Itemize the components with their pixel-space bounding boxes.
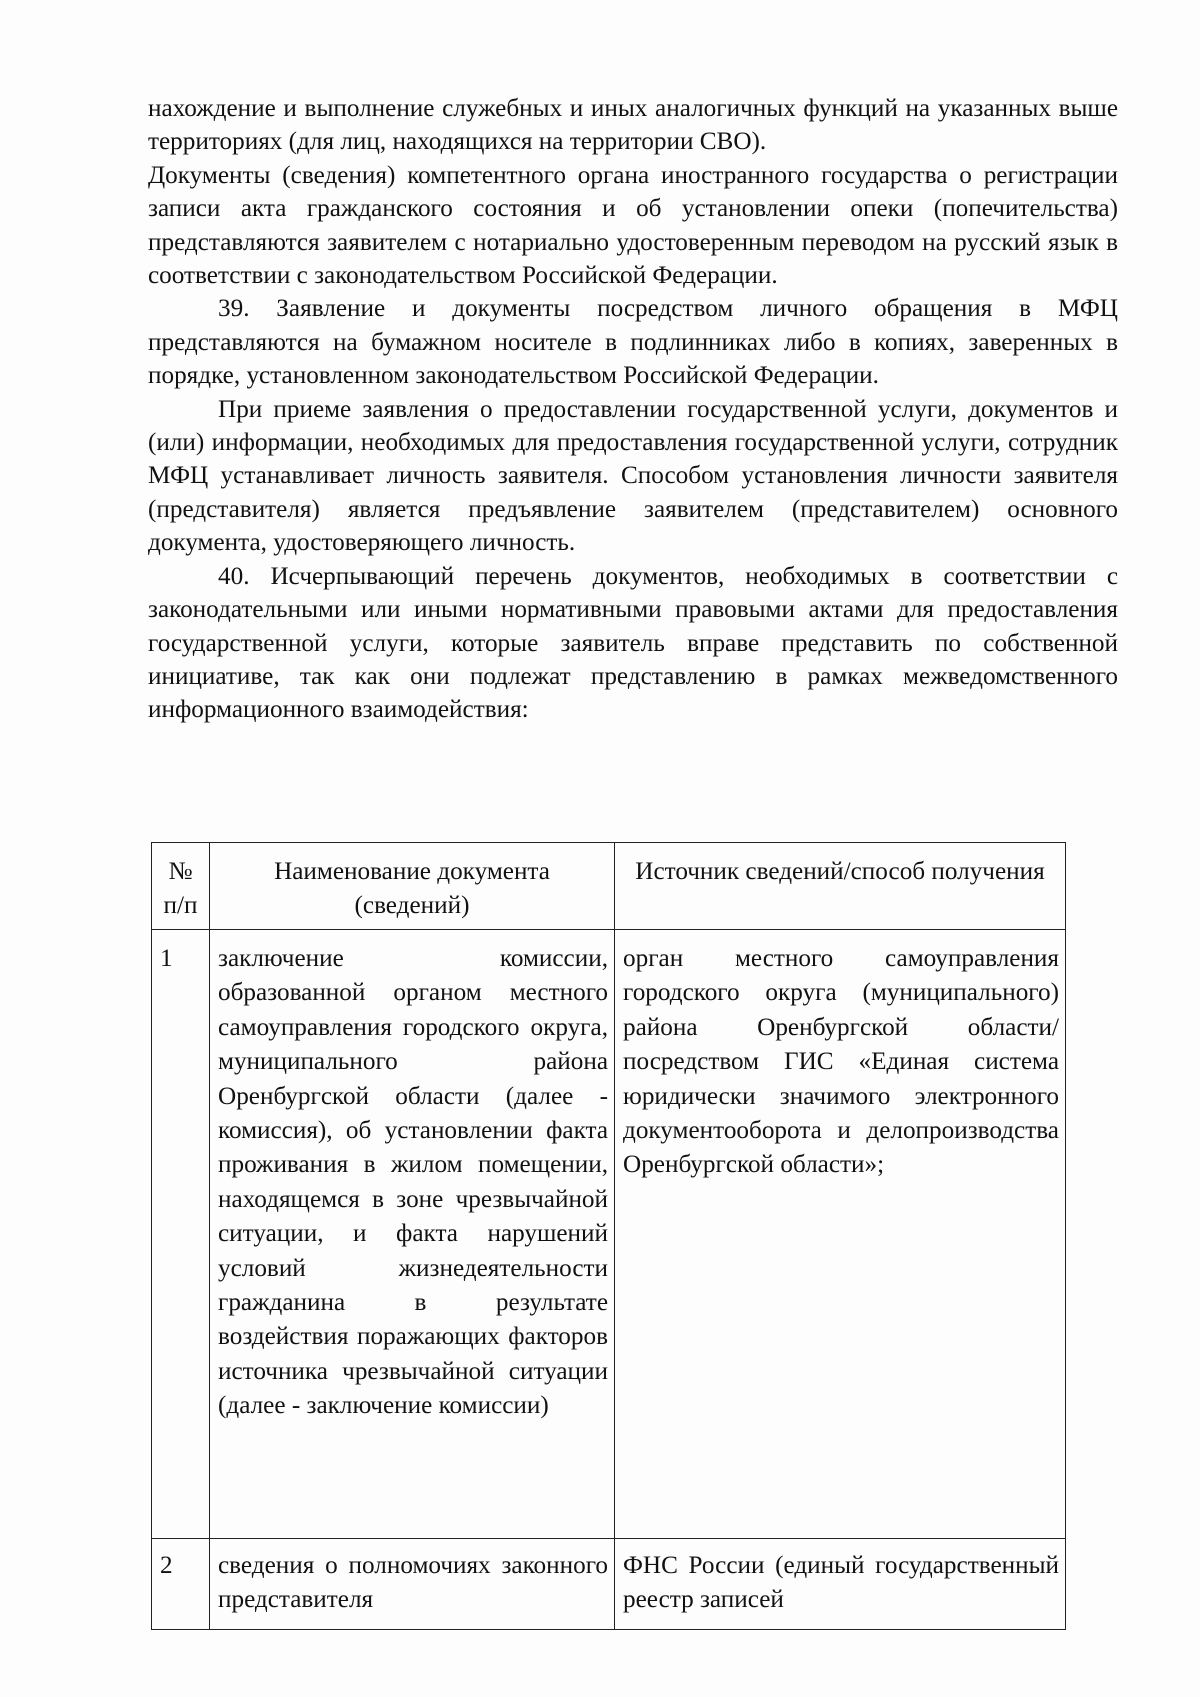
- header-number: № п/п: [152, 843, 210, 930]
- header-source: Источник сведений/способ получения: [615, 843, 1066, 930]
- paragraph-clause-40: 40. Исчерпывающий перечень документов, необходимых в соответствии с законодательными или иными нормативными правовыми актами для предоставления государственной услуги, которые заявитель вправе представить по собственной инициативе, так как они подлежат представлению в рамках межведомственного информационного взаимодействия:: [148, 562, 1118, 724]
- body-text: [148, 92, 1118, 727]
- documents-table: [151, 842, 1066, 1630]
- table-row: [152, 1539, 1066, 1630]
- row-source: ФНС России (единый государственный реестр записей: [615, 1539, 1066, 1630]
- row-document-name: заключение комиссии, образованной органом местного самоуправления городского округа, муниципального района Оренбургской области (далее - комиссия), об установлении факта проживания в жилом помещении, находящемся в зоне чрезвычайной ситуации, и факта нарушений условий жизнедеятельности гражданина в результате воздействия поражающих факторов источника чрезвычайной ситуации (далее - заключение комиссии): [210, 930, 615, 1539]
- table-row: [152, 930, 1066, 1539]
- table-header-row: [152, 843, 1066, 930]
- row-number: 2: [152, 1539, 210, 1630]
- row-document-name: сведения о полномочиях законного представителя: [210, 1539, 615, 1630]
- paragraph-clause-39: 39. Заявление и документы посредством личного обращения в МФЦ представляются на бумажном носителе в подлинниках либо в копиях, заверенных в порядке, установленном законодательством Российской Федерации.: [148, 295, 1118, 390]
- row-number: 1: [152, 930, 210, 1539]
- paragraph-foreign-documents: Документы (сведения) компетентного органа иностранного государства о регистрации записи акта гражданского состояния и об установлении опеки (попечительства) представляются заявителем с нотариально удостоверенным переводом на русский язык в соответствии с законодательством Российской Федерации.: [148, 161, 1118, 290]
- row-source: орган местного самоуправления городского округа (муниципального) района Оренбургской области/посредством ГИС «Единая система юридически значимого электронного документооборота и делопроизводства Оренбургской области»;: [615, 930, 1066, 1539]
- paragraph-identity-check: При приеме заявления о предоставлении государственной услуги, документов и (или) информации, необходимых для предоставления государственной услуги, сотрудник МФЦ устанавливает личность заявителя. Способом установления личности заявителя (представителя) является предъявление заявителем (представителем) основного документа, удостоверяющего личность.: [148, 395, 1118, 557]
- paragraph-svo: нахождение и выполнение служебных и иных аналогичных функций на указанных выше территориях (для лиц, находящихся на территории СВО).: [148, 95, 1118, 156]
- header-document-name: Наименование документа (сведений): [210, 843, 615, 930]
